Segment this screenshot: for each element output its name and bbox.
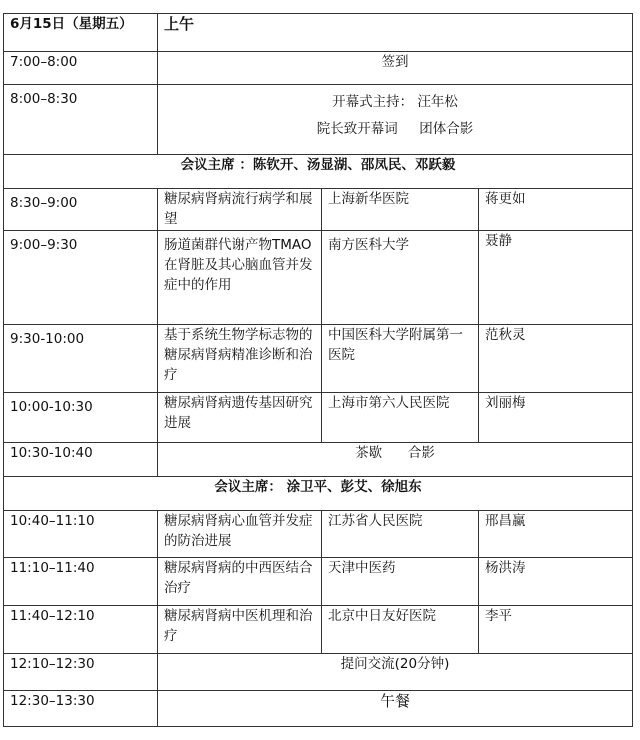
time-cell: 12:30–13:30 [4,691,158,727]
talk-title: 糖尿病肾病遗传基因研究进展 [158,393,322,443]
opening-host: 开幕式主持： 汪年松 [332,94,458,110]
event-cell [158,85,633,155]
talk-speaker: 李平 [479,606,633,654]
time-cell: 9:30-10:00 [4,325,158,393]
talk-title: 糖尿病肾病的中西医结合治疗 [158,558,322,606]
chairs-cell: 会议主席 ：陈钦开、汤显湖、邵凤民、邓跃毅 [4,155,633,189]
time-cell: 10:40–11:10 [4,511,158,558]
talk-row [4,231,633,325]
talk-speaker: 聂静 [479,231,633,325]
break-row [4,443,633,477]
chairs-row [4,477,633,511]
time-cell: 11:40–12:10 [4,606,158,654]
time-cell: 8:00–8:30 [4,85,158,155]
schedule-row [4,85,633,155]
time-cell: 9:00–9:30 [4,231,158,325]
talk-org: 中国医科大学附属第一医院 [322,325,479,393]
date-cell: 6月15日（星期五） [4,14,158,52]
talk-org: 天津中医药 [322,558,479,606]
event-cell: 午餐 [158,691,633,727]
time-cell: 8:30–9:00 [4,189,158,231]
time-cell: 10:30-10:40 [4,443,158,477]
talk-title: 肠道菌群代谢产物TMAO在肾脏及其心脑血管并发症中的作用 [158,231,322,325]
talk-title: 糖尿病肾病中医机理和治疗 [158,606,322,654]
talk-speaker: 邢昌赢 [479,511,633,558]
lunch-row [4,691,633,727]
time-cell: 12:10–12:30 [4,654,158,691]
qa-row [4,654,633,691]
talk-org: 上海市第六人民医院 [322,393,479,443]
talk-title: 糖尿病肾病心血管并发症的防治进展 [158,511,322,558]
chairs-cell: 会议主席： 涂卫平、彭艾、徐旭东 [4,477,633,511]
time-cell: 7:00–8:00 [4,52,158,85]
talk-row [4,393,633,443]
talk-org: 上海新华医院 [322,189,479,231]
talk-title: 糖尿病肾病流行病学和展望 [158,189,322,231]
chairs-row [4,155,633,189]
talk-title: 基于系统生物学标志物的糖尿病肾病精准诊断和治疗 [158,325,322,393]
header-row [4,14,633,52]
talk-row [4,325,633,393]
talk-speaker: 蒋更如 [479,189,633,231]
schedule-table [3,13,633,727]
talk-row [4,558,633,606]
schedule-row [4,52,633,85]
talk-speaker: 刘丽梅 [479,393,633,443]
time-cell: 11:10–11:40 [4,558,158,606]
talk-org: 南方医科大学 [322,231,479,325]
time-cell: 10:00-10:30 [4,393,158,443]
talk-row [4,511,633,558]
talk-row [4,189,633,231]
talk-row [4,606,633,654]
period-cell: 上午 [158,14,633,52]
talk-org: 北京中日友好医院 [322,606,479,654]
opening-speech: 院长致开幕词 团体合影 [316,121,474,137]
talk-speaker: 杨洪涛 [479,558,633,606]
event-cell: 提问交流(20分钟) [158,654,633,691]
talk-speaker: 范秋灵 [479,325,633,393]
event-cell: 签到 [158,52,633,85]
talk-org: 江苏省人民医院 [322,511,479,558]
event-cell: 茶歇 合影 [158,443,633,477]
